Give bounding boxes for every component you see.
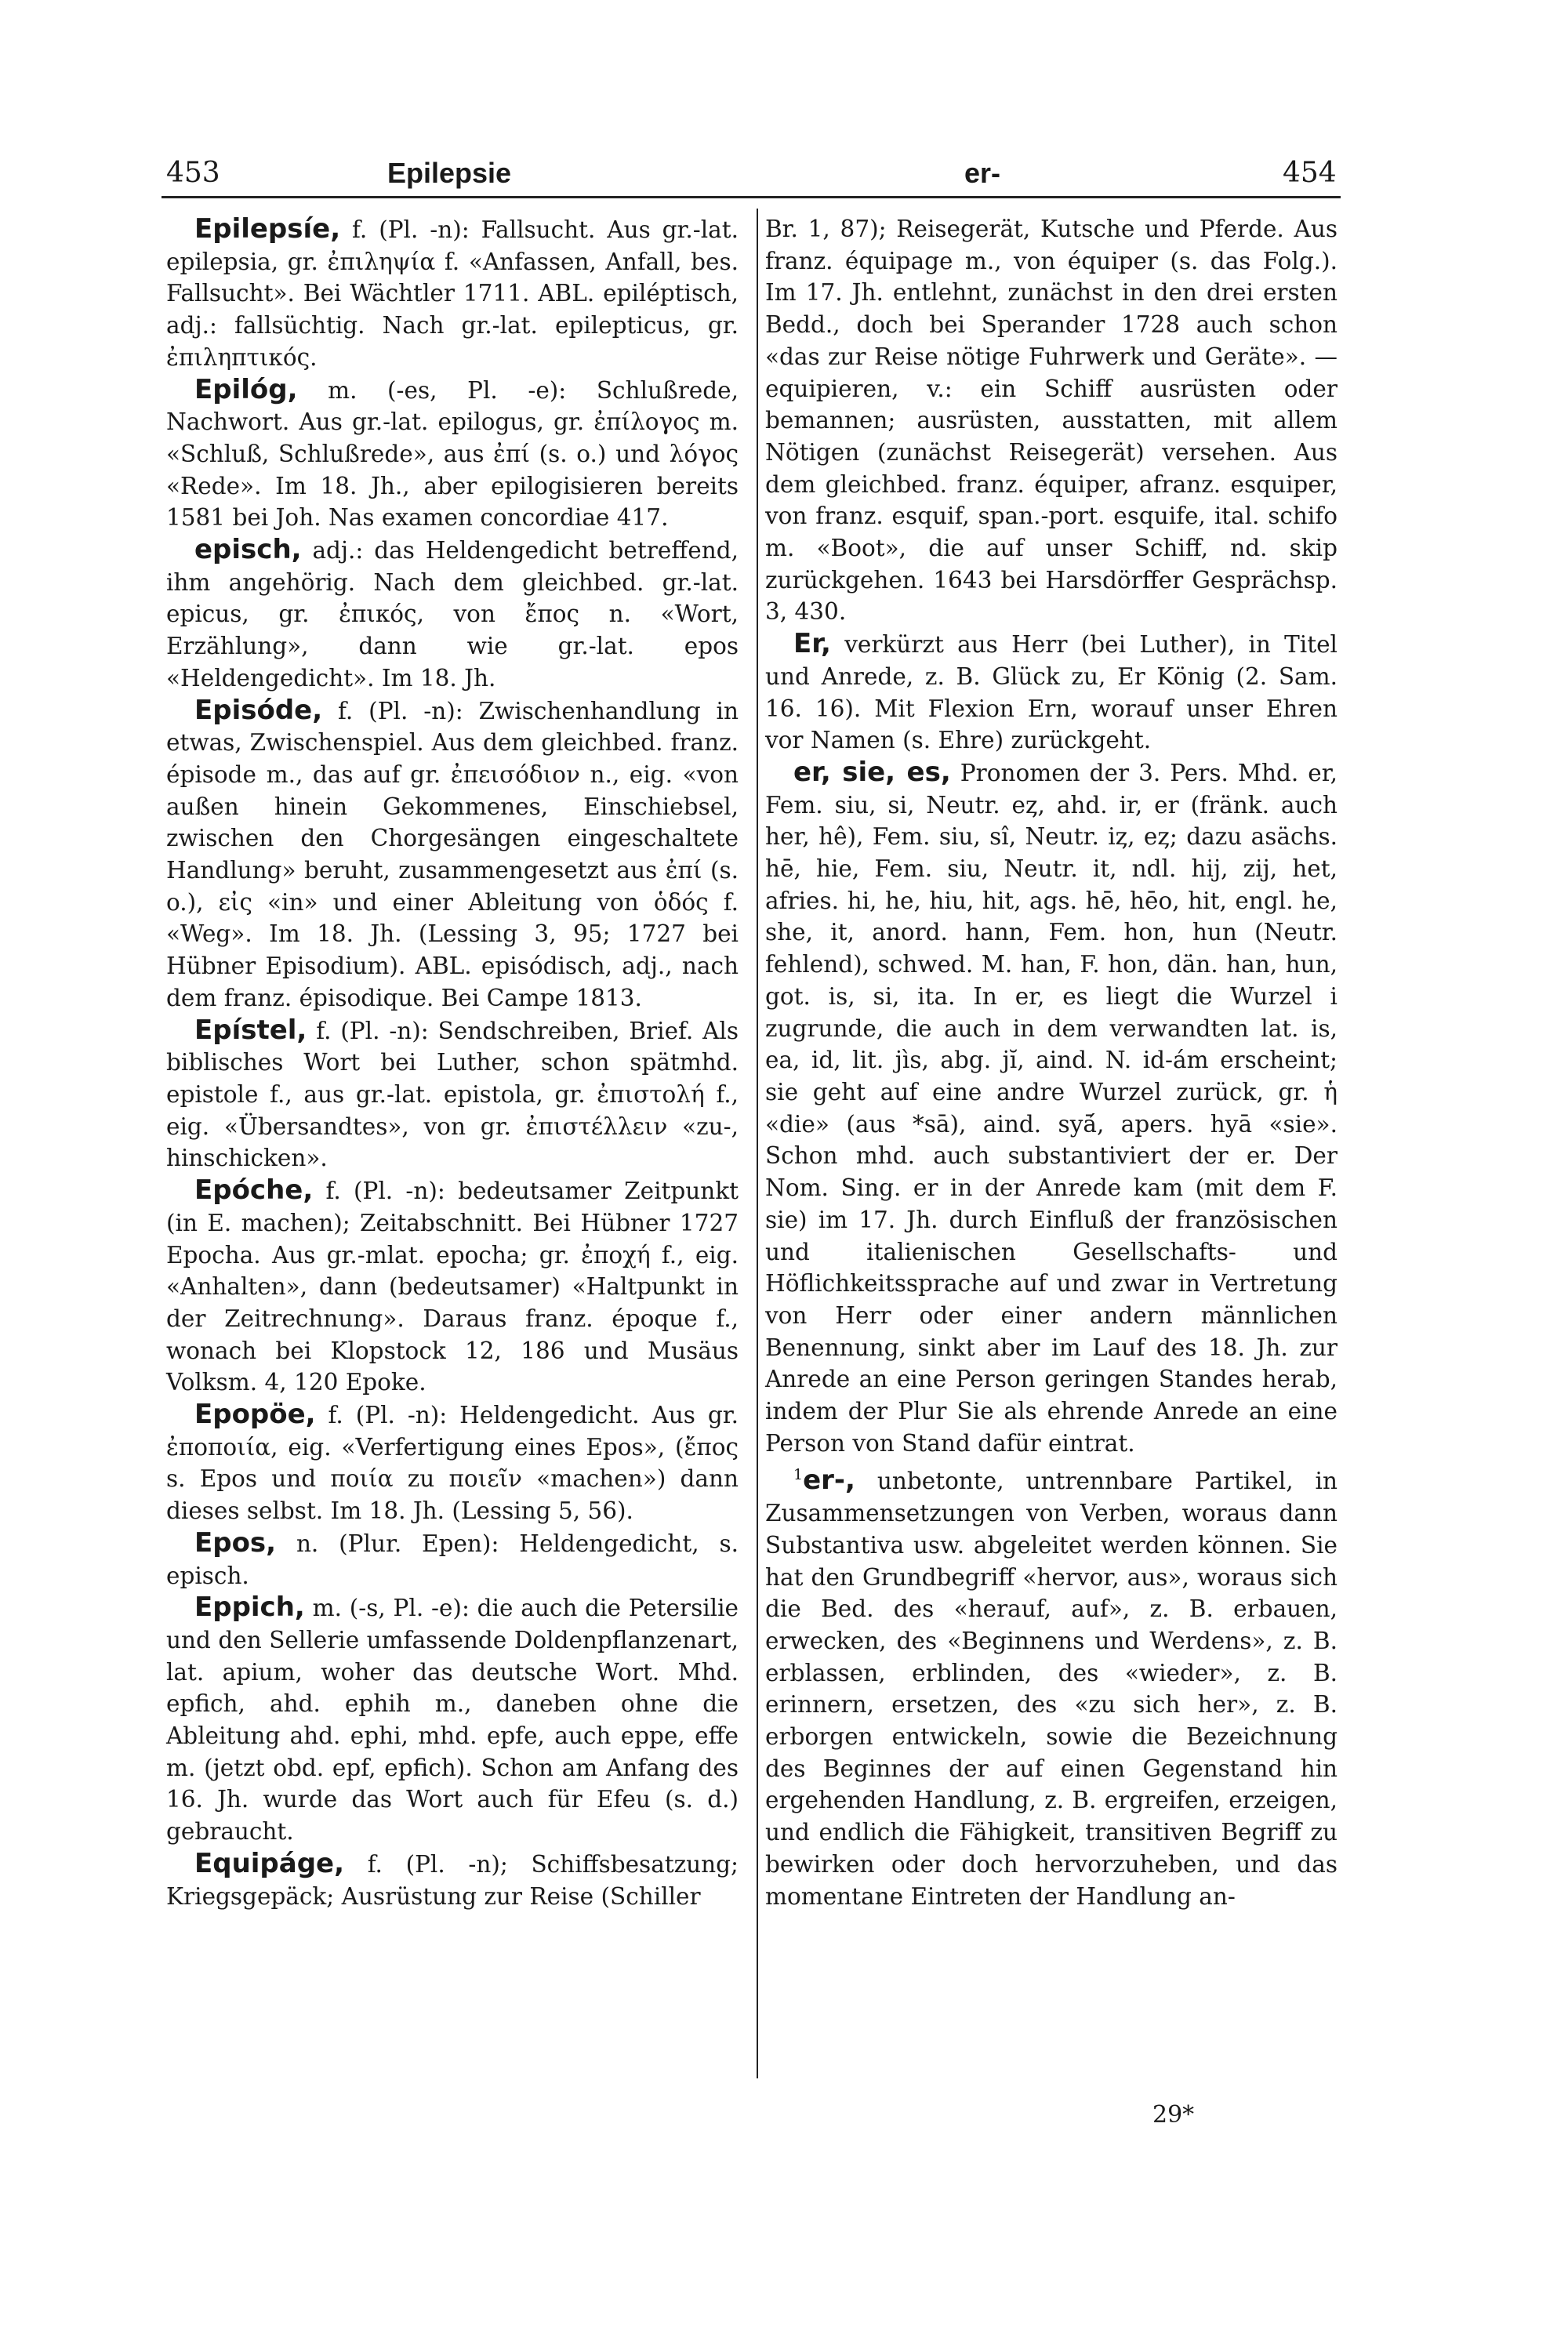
dictionary-entry xyxy=(765,213,1338,628)
dictionary-entry xyxy=(166,213,739,374)
guide-word-right: er- xyxy=(964,157,1001,189)
entry-text: f. (Pl. -n): Zwischenhandlung in etwas, Zwischenspiel. Aus dem gleichbed. franz. épisode m., das auf gr. ἐπεισόδιον n., eig. «von außen hinein Gekommenes, Einschiebsel, zwischen den Chorgesängen eingeschaltete Handlung» beruht, zusammengesetzt aus ἐπί (s. o.), εἰς «in» und einer Ableitung von ὁδός f. «Weg». Im 18. Jh. (Lessing 3, 95; 1727 bei Hübner Episodium). ABL. episódisch, adj., nach dem franz. épisodique. Bei Campe 1813. xyxy=(166,697,739,1011)
entry-text: f. (Pl. -n); Schiffsbesatzung; Kriegsgepäck; Ausrüstung zur Reise (Schiller xyxy=(166,1850,739,1910)
entry-headword: er-, xyxy=(803,1465,855,1497)
entry-headword: Epóche, xyxy=(194,1174,314,1207)
homonym-number: 1 xyxy=(793,1466,804,1484)
entry-text: m. (-s, Pl. -e): die auch die Petersilie und den Sellerie umfassende Doldenpflanzenart, lat. apium, woher das deutsche Wort. Mhd. epfich, ahd. ephih m., daneben ohne die Ableitung ahd. ephi, mhd. epfe, auch eppe, effe m. (jetzt obd. epf, epfich). Schon am Anfang des 16. Jh. wurde das Wort auch für Efeu (s. d.) gebraucht. xyxy=(166,1595,739,1846)
running-header xyxy=(166,154,1342,193)
entry-headword: Eppich, xyxy=(194,1592,305,1624)
entry-headword: er, sie, es, xyxy=(793,756,951,788)
dictionary-entry xyxy=(166,695,739,1014)
entry-headword: Epístel, xyxy=(194,1014,307,1046)
column-divider xyxy=(757,209,758,2078)
dictionary-entry xyxy=(166,1174,739,1399)
page-number-left: 453 xyxy=(166,157,220,189)
dictionary-entry xyxy=(166,374,739,535)
entry-headword: Er, xyxy=(793,628,831,660)
left-column xyxy=(166,213,739,1912)
dictionary-entry xyxy=(765,757,1338,1459)
entry-text: Pronomen der 3. Pers. Mhd. er, Fem. siu, si, Neutr. eȥ, ahd. ir, er (fränk. auch her, hê), Fem. siu, sî, Neutr. iȥ, eȥ; dazu asächs. hē, hie, Fem. siu, Neutr. it, ndl. hij, zij, het, afries. hi, he, hiu, hit, ags. hē, hēo, hit, engl. he, she, it, anord. hann, Fem. hon, hun (Neutr. fehlend), schwed. M. han, F. hon, dän. han, hun, got. is, si, ita. In er, es liegt die Wurzel i zugrunde, die auch in dem verwandten lat. is, ea, id, lit. jìs, abg. jĭ, aind. N. id-ám erscheint; sie geht auf eine andre Wurzel zurück, gr. ἡ «die» (aus *sā), aind. syā́, apers. hyā «sie». Schon mhd. auch substantiviert der er. Der Nom. Sing. er in der Anrede kam (mit dem F. sie) im 17. Jh. durch Einfluß der französischen und italienischen Gesellschafts- und Höflichkeitssprache auf und zwar in Vertretung von Herr oder einer andern männlichen Benennung, sinkt aber im Lauf des 18. Jh. zur Anrede an eine Person geringen Standes herab, indem der Plur Sie als ehrende Anrede an eine Person von Stand dafür eintrat. xyxy=(765,759,1338,1457)
dictionary-entry xyxy=(166,1592,739,1848)
dictionary-entry xyxy=(765,628,1338,757)
dictionary-entry xyxy=(166,534,739,695)
entry-headword: Equipáge, xyxy=(194,1847,345,1879)
guide-word-left: Epilepsie xyxy=(387,157,512,189)
entry-text: f. (Pl. -n): Fallsucht. Aus gr.-lat. epilepsia, gr. ἐπιληψία f. «Anfassen, Anfall, bes. Fallsucht». Bei Wächtler 1711. ABL. epiléptisch, adj.: fallsüchtig. Nach gr.-lat. epilepticus, gr. ἐπιληπτικός. xyxy=(166,216,739,371)
entry-headword: Epos, xyxy=(194,1526,277,1559)
entry-text: verkürzt aus Herr (bei Luther), in Titel und Anrede, z. B. Glück zu, Er König (2. Sam. 16. 16). Mit Flexion Ern, worauf unser Ehren vor Namen (s. Ehre) zurückgeht. xyxy=(765,631,1338,754)
entry-headword: Episóde, xyxy=(194,694,323,726)
entry-text: f. (Pl. -n): bedeutsamer Zeitpunkt (in E. machen); Zeitabschnitt. Bei Hübner 1727 Epocha. Aus gr.-mlat. epocha; gr. ἐποχή f., eig. «Anhalten», dann (bedeutsamer) «Haltpunkt in der Zeitrechnung». Daraus franz. époque f., wonach bei Klopstock 12, 186 und Musäus Volksm. 4, 120 Epoke. xyxy=(166,1178,739,1396)
dictionary-entry xyxy=(166,1527,739,1592)
entry-text: Br. 1, 87); Reisegerät, Kutsche und Pferde. Aus franz. équipage m., von équiper (s. das Folg.). Im 17. Jh. entlehnt, zunächst in den drei ersten Bedd., doch bei Sperander 1728 auch schon «das zur Reise nötige Fuhrwerk und Geräte». — equipieren, v.: ein Schiff ausrüsten oder bemannen; ausrüsten, ausstatten, mit allem Nötigen (zunächst Reisegerät) versehen. Aus dem gleichbed. franz. équiper, afranz. esquiper, von franz. esquif, span.-port. esquife, ital. schifo m. «Boot», die auf unser Schiff, nd. skip zurückgehen. 1643 bei Harsdörffer Gesprächsp. 3, 430. xyxy=(765,216,1338,626)
right-column xyxy=(765,213,1338,1912)
entry-text: f. (Pl. -n): Heldengedicht. Aus gr. ἐποποιία, eig. «Verfertigung eines Epos», (ἔπος s. Epos und ποιία zu ποιεῖν «machen») dann dieses selbst. Im 18. Jh. (Lessing 5, 56). xyxy=(166,1402,739,1525)
entry-text: unbetonte, untrennbare Partikel, in Zusammensetzungen von Verben, woraus dann Substantiva usw. abgeleitet werden können. Sie hat den Grundbegriff «hervor, aus», woraus sich die Bed. des «herauf, auf», z. B. erbauen, erwecken, des «Beginnens und Werdens», z. B. erblassen, erblinden, des «wieder», z. B. erinnern, ersetzen, des «zu sich her», z. B. erborgen entwickeln, sowie die Bezeichnung des Beginnes der auf einen Gegenstand hin ergehenden Handlung, z. B. ergreifen, erzeigen, und endlich die Fähigkeit, transitiven Begriff zu bewirken oder doch hervorzuheben, und das momentane Eintreten der Handlung an- xyxy=(765,1468,1338,1910)
dictionary-entry xyxy=(166,1399,739,1527)
entry-text: n. (Plur. Epen): Heldengedicht, s. episch. xyxy=(166,1530,739,1589)
entry-headword: Epilepsíe, xyxy=(194,213,341,245)
entry-headword: Epopöe, xyxy=(194,1399,316,1431)
entry-headword: episch, xyxy=(194,534,302,566)
dictionary-entry xyxy=(166,1848,739,1912)
signature-mark: 29* xyxy=(1152,2101,1195,2129)
header-rule xyxy=(162,196,1341,198)
entry-text: m. (-es, Pl. -e): Schlußrede, Nachwort. Aus gr.-lat. epilogus, gr. ἐπίλογος m. «Schluß, Schlußrede», aus ἐπί (s. o.) und λόγος «Rede». Im 18. Jh., aber epilogisieren bereits 1581 bei Joh. Nas examen concordiae 417. xyxy=(166,376,739,532)
dictionary-entry xyxy=(166,1014,739,1175)
page-number-right: 454 xyxy=(1283,157,1337,189)
entry-headword: Epilóg, xyxy=(194,373,298,405)
entry-text: adj.: das Heldengedicht betreffend, ihm angehörig. Nach dem gleichbed. gr.-lat. epicus, gr. ἐπικός, von ἔπος n. «Wort, Erzählung», dann wie gr.-lat. epos «Heldengedicht». Im 18. Jh. xyxy=(166,537,739,691)
entry-text: f. (Pl. -n): Sendschreiben, Brief. Als biblisches Wort bei Luther, schon spätmhd. epistole f., aus gr.-lat. epistola, gr. ἐπιστολή f., eig. «Übersandtes», von gr. ἐπιστέλλειν «zu-, hinschicken». xyxy=(166,1017,739,1172)
dictionary-entry xyxy=(765,1459,1338,1912)
